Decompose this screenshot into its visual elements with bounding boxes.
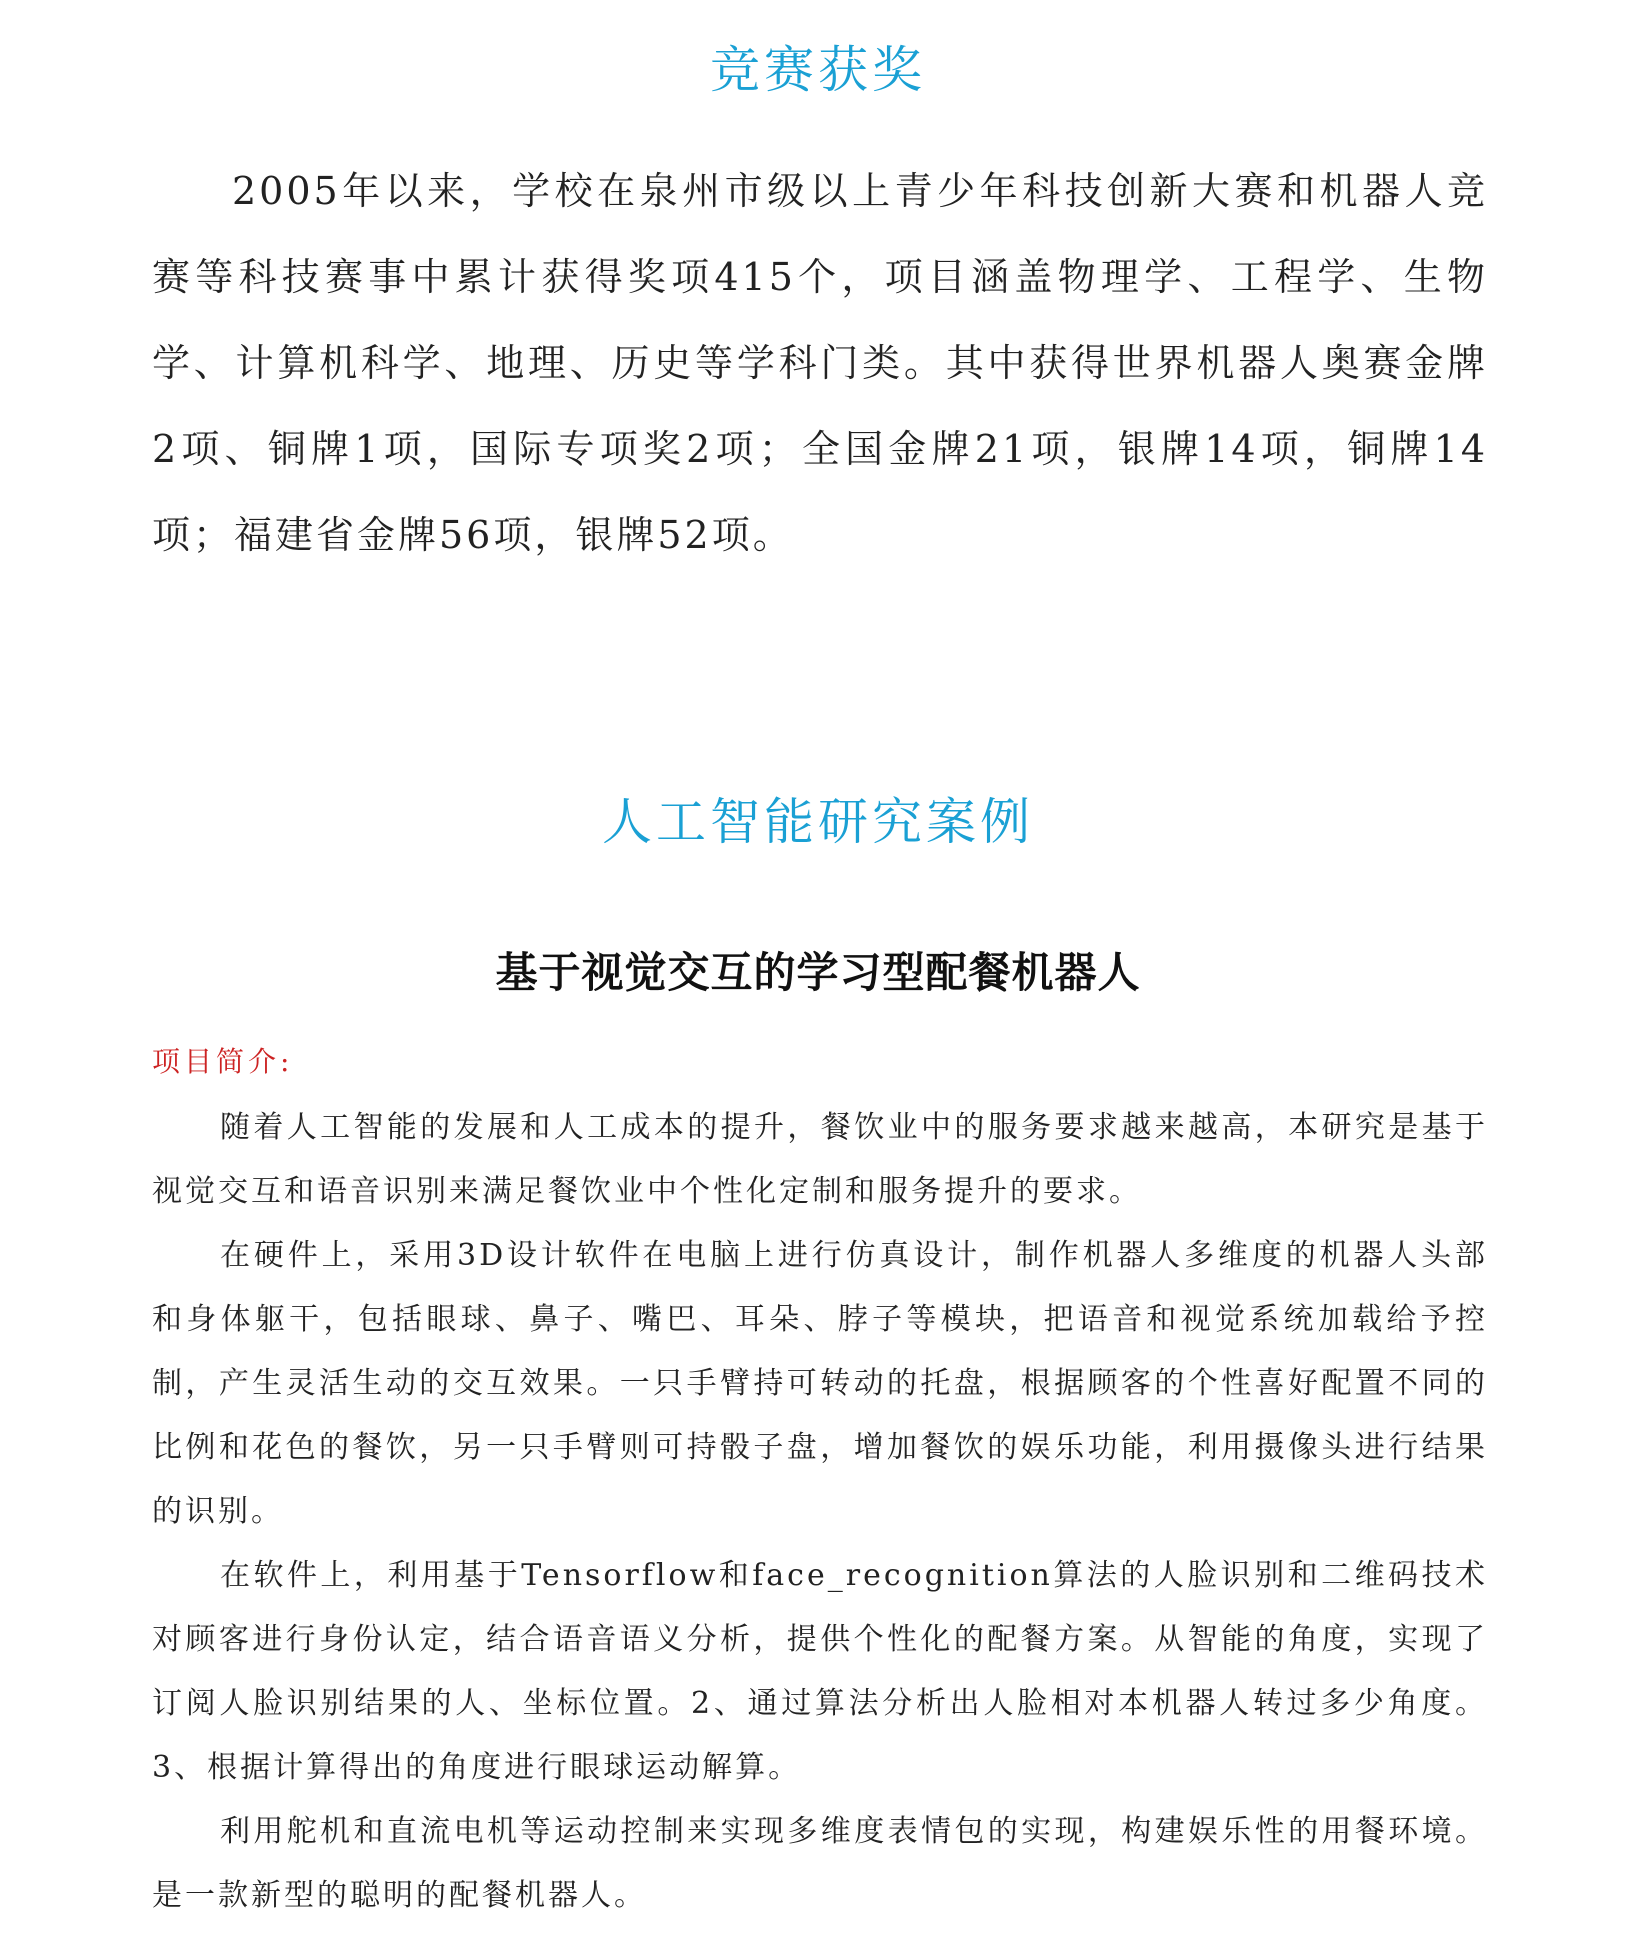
awards-paragraph: 2005年以来，学校在泉州市级以上青少年科技创新大赛和机器人竞赛等科技赛事中累计获得奖项415个，项目涵盖物理学、工程学、生物学、计算机科学、地理、历史等学科门类。其中获得世界机器人奥赛金牌2项、铜牌1项，国际专项奖2项；全国金牌21项，银牌14项，铜牌14项；福建省金牌56项，银牌52项。	[152, 169, 1488, 557]
project-paragraph-software: 在软件上，利用基于Tensorflow和face_recognition算法的人脸识别和二维码技术对顾客进行身份认定，结合语音语义分析，提供个性化的配餐方案。从智能的角度，实现了订阅人脸识别结果的人、坐标位置。2、通过算法分析出人脸相对本机器人转过多少角度。3、根据计算得出的角度进行眼球运动解算。	[152, 1558, 1488, 1785]
project-paragraph-hardware: 在硬件上，采用3D设计软件在电脑上进行仿真设计，制作机器人多维度的机器人头部和身体躯干，包括眼球、鼻子、嘴巴、耳朵、脖子等模块，把语音和视觉系统加载给予控制，产生灵活生动的交互效果。一只手臂持可转动的托盘，根据顾客的个性喜好配置不同的比例和花色的餐饮，另一只手臂则可持骰子盘，增加餐饮的娱乐功能，利用摄像头进行结果的识别。	[152, 1238, 1488, 1529]
awards-section-title: 竞赛获奖	[710, 41, 926, 99]
project-body	[152, 1096, 1488, 1928]
project-paragraph-conclusion: 利用舵机和直流电机等运动控制来实现多维度表情包的实现，构建娱乐性的用餐环境。是一款新型的聪明的配餐机器人。	[152, 1814, 1488, 1913]
project-paragraph-background: 随着人工智能的发展和人工成本的提升，餐饮业中的服务要求越来越高，本研究是基于视觉交互和语音识别来满足餐饮业中个性化定制和服务提升的要求。	[152, 1110, 1488, 1209]
project-intro-label: 项目简介:	[152, 1045, 294, 1078]
project-title: 基于视觉交互的学习型配餐机器人	[495, 948, 1141, 997]
ai-research-section-title: 人工智能研究案例	[602, 793, 1034, 851]
